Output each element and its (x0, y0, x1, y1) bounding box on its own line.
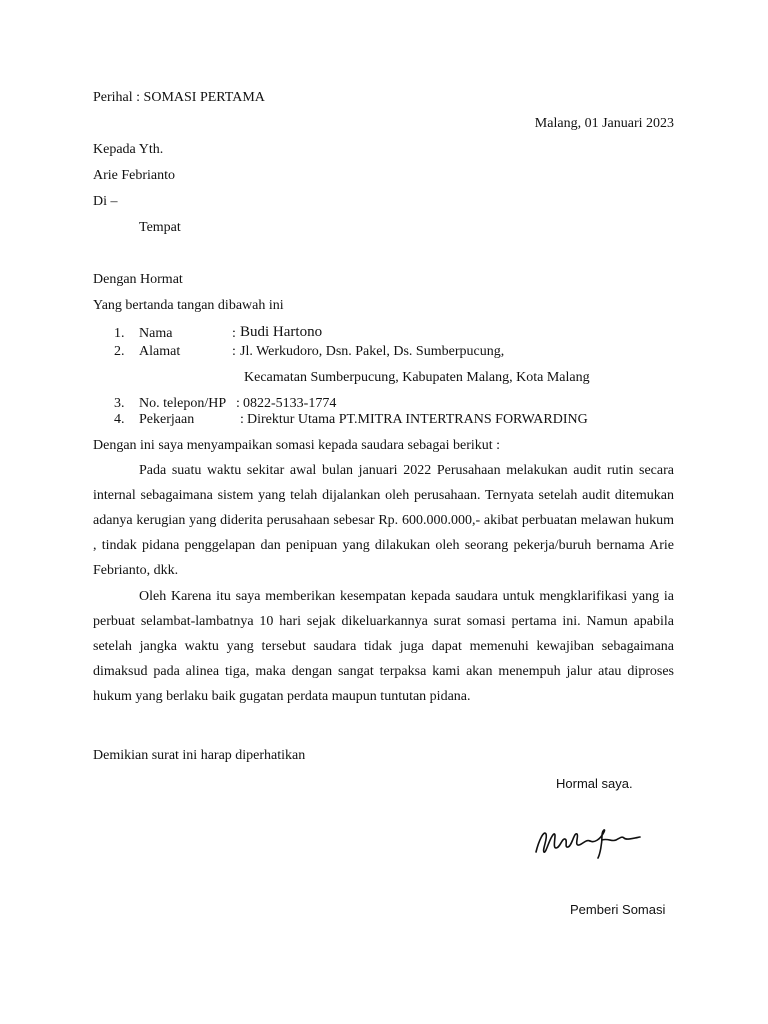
detail-number: 2. (114, 344, 125, 359)
di-label: Di – (93, 194, 118, 209)
detail-label-address: Alamat (139, 344, 181, 359)
paragraph-2-text: Oleh Karena itu saya memberikan kesempatan kepada saudara untuk mengklarifikasi yang ia perbuat selambat-lambatnya 10 hari sejak dikeluarkannya surat somasi pertama ini. Namun apabila setelah jangka waktu yang tersebut saudara tidak juga dapat memenuhi kewajiban sebagaimana dimaksud pada alinea tiga, maka dengan sangat terpaksa kami akan menempuh jalur atau diproses hukum yang berlaku baik gugatan perdata maupun tuntutan pidana. (93, 589, 674, 704)
detail-value-name: Budi Hartono (240, 324, 323, 340)
subject-line: Perihal : SOMASI PERTAMA (93, 90, 265, 105)
detail-separator: : (240, 412, 244, 427)
detail-label-name: Nama (139, 326, 173, 341)
detail-separator: : (232, 326, 236, 341)
detail-value-occupation: Direktur Utama PT.MITRA INTERTRANS FORWARDING (247, 412, 588, 427)
greeting: Dengan Hormat (93, 272, 183, 287)
detail-separator: : (236, 396, 240, 411)
intro-line: Yang bertanda tangan dibawah ini (93, 298, 284, 313)
detail-value-address-line2: Kecamatan Sumberpucung, Kabupaten Malang, Kota Malang (244, 370, 590, 385)
detail-separator: : (232, 344, 236, 359)
detail-number: 3. (114, 396, 125, 411)
regards: Hormal saya. (556, 776, 633, 791)
detail-value-phone: 0822-5133-1774 (243, 396, 337, 411)
closing-line: Demikian surat ini harap diperhatikan (93, 748, 306, 763)
detail-value-address: Jl. Werkudoro, Dsn. Pakel, Ds. Sumberpucung, (240, 344, 505, 359)
paragraph-1 (93, 458, 674, 583)
paragraph-2 (93, 584, 674, 709)
signer-role: Pemberi Somasi (570, 902, 666, 917)
detail-label-phone: No. telepon/HP (139, 396, 227, 411)
paragraph-1-text: Pada suatu waktu sekitar awal bulan januari 2022 Perusahaan melakukan audit rutin secara internal sebagaimana sistem yang telah dijalankan oleh perusahaan. Ternyata setelah audit ditemukan adanya kerugian yang diderita perusahaan sebesar Rp. 600.000.000,- akibat perbuatan melawan hukum , tindak pidana penggelapan dan penipuan yang dilakukan oleh seorang pekerja/buruh bernama Arie Febrianto, dkk. (93, 463, 674, 578)
recipient-name: Arie Febrianto (93, 168, 176, 183)
detail-number: 1. (114, 326, 125, 341)
place-label: Tempat (139, 220, 181, 235)
detail-label-occupation: Pekerjaan (139, 412, 195, 427)
to-label: Kepada Yth. (93, 142, 164, 157)
lead-in-line: Dengan ini saya menyampaikan somasi kepada saudara sebagai berikut : (93, 438, 501, 453)
detail-number: 4. (114, 412, 125, 427)
place-date: Malang, 01 Januari 2023 (534, 116, 674, 131)
signature-image (530, 822, 650, 862)
